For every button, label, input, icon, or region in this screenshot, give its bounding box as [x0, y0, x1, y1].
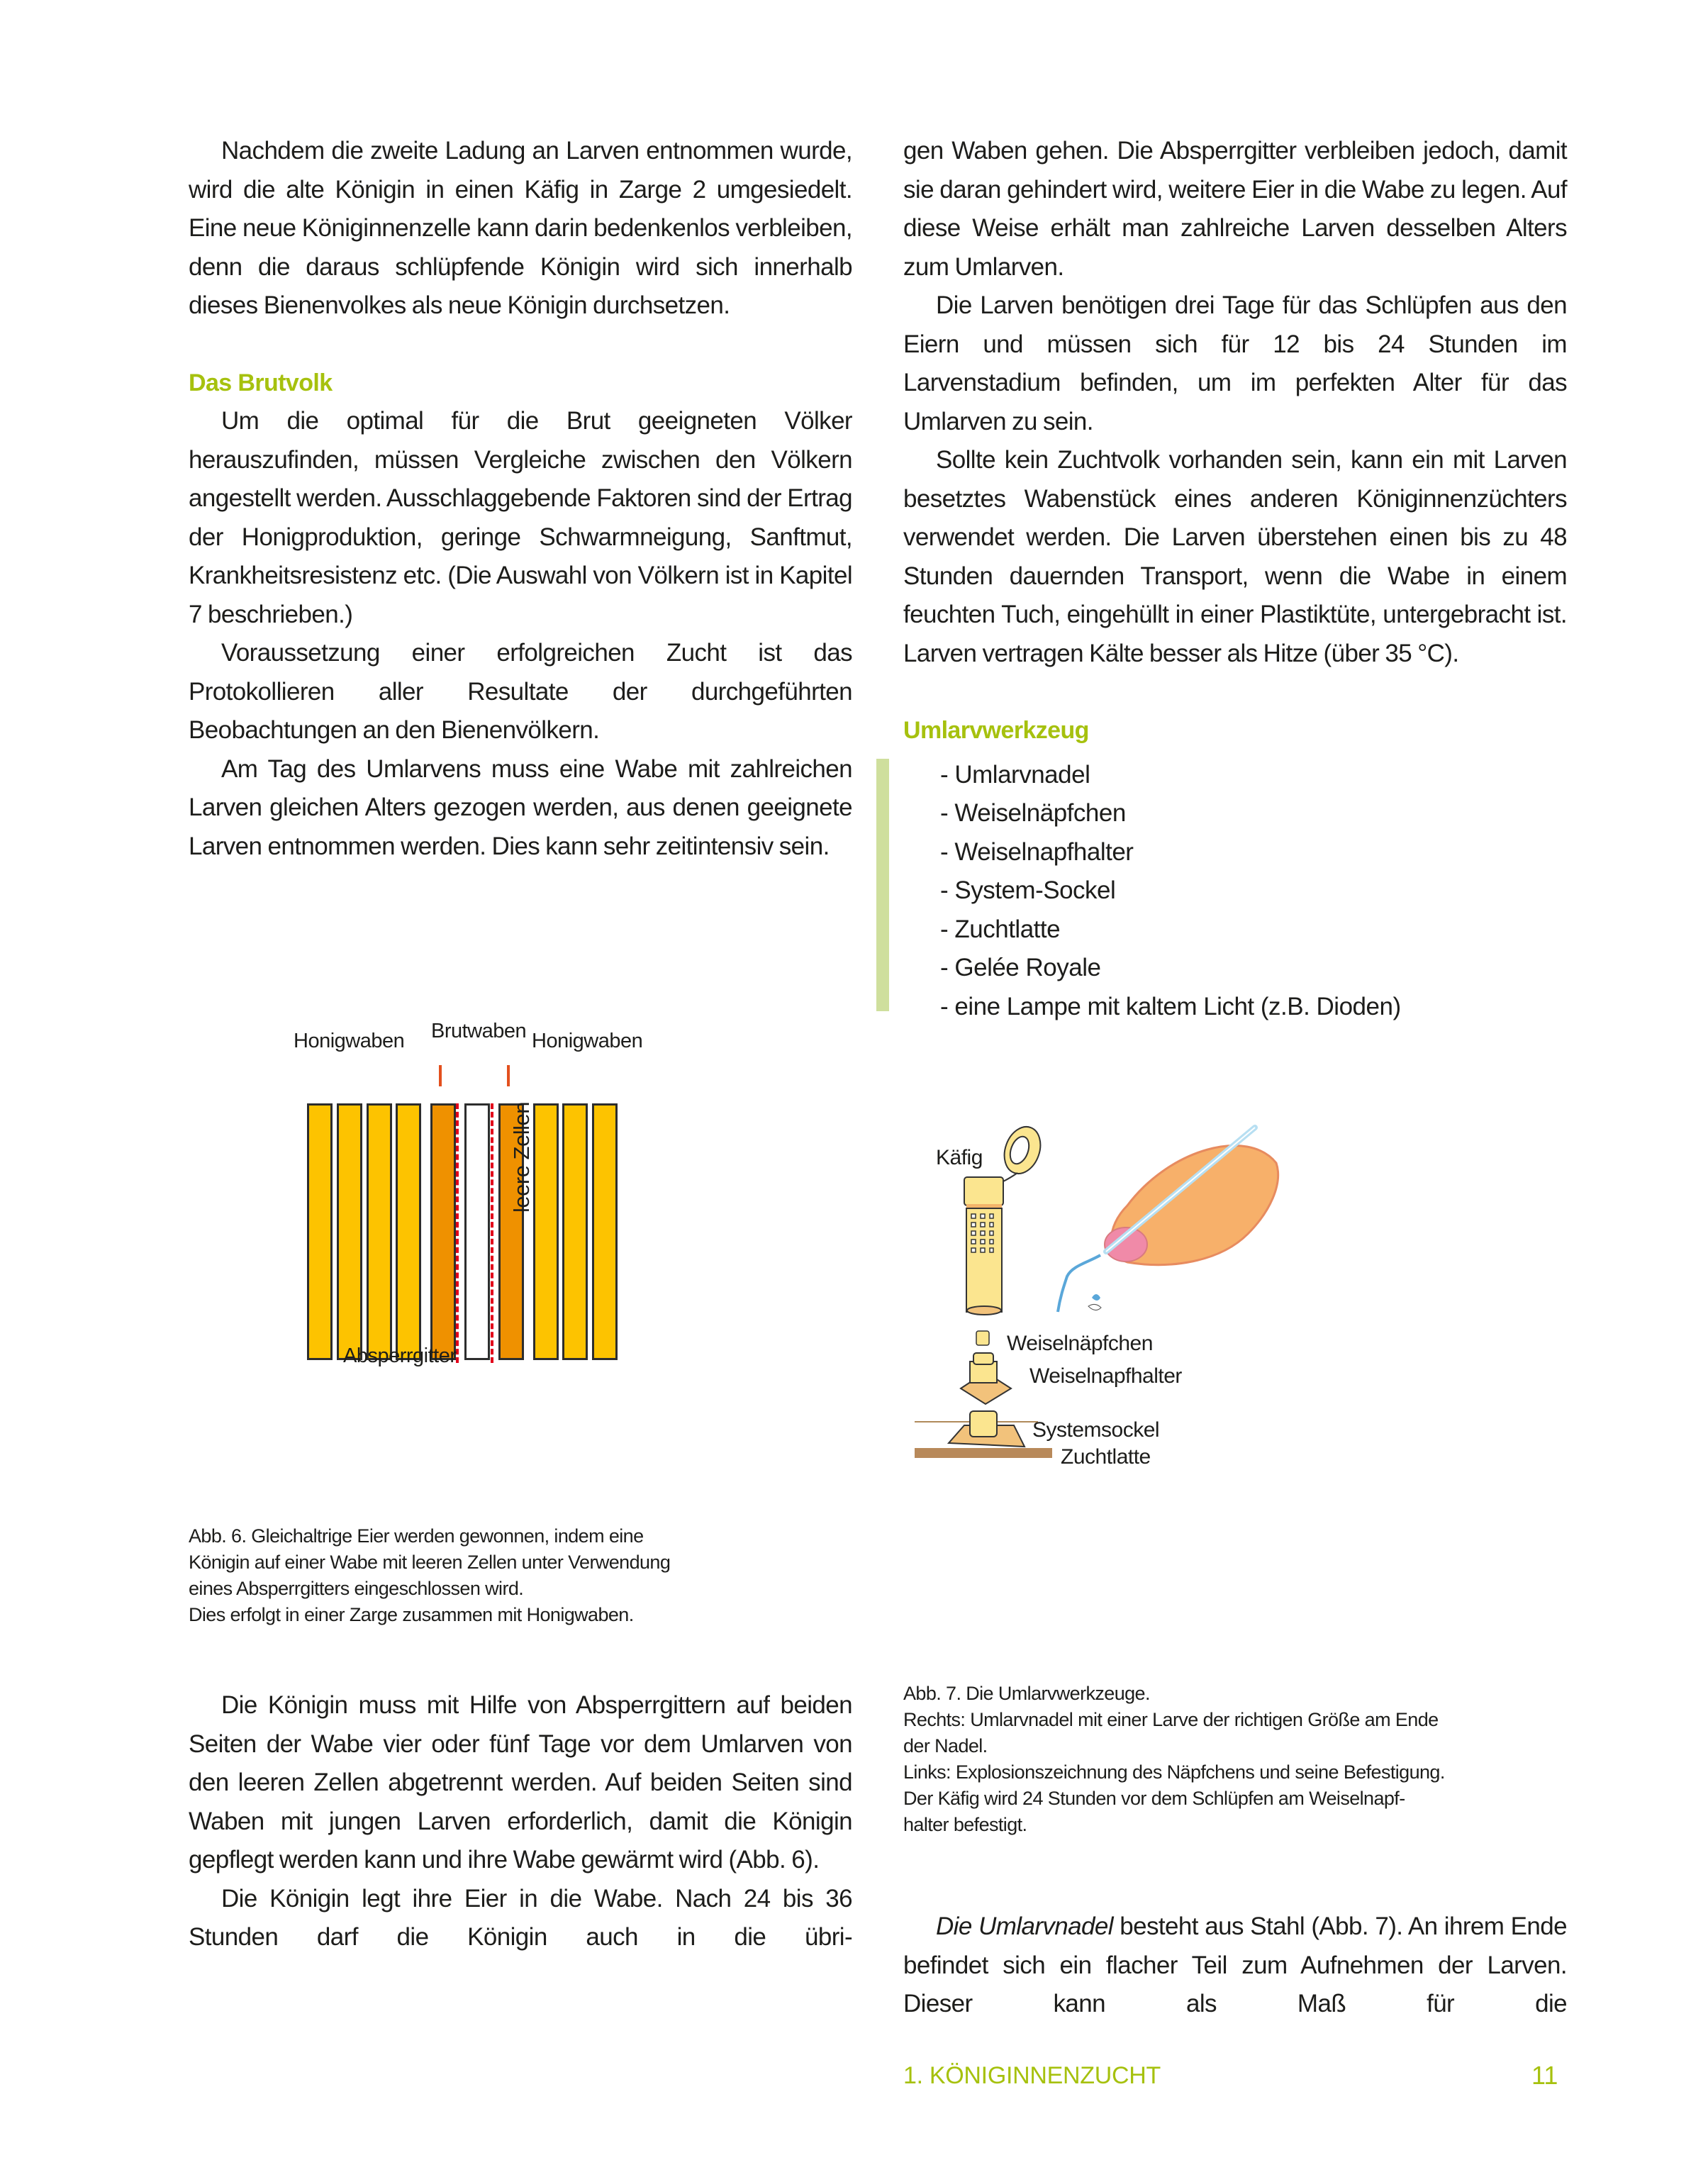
label-weiselnapfhalter: Weiselnapfhalter	[1029, 1364, 1182, 1388]
honey-comb	[367, 1103, 392, 1360]
figure-7-caption	[903, 1681, 1445, 1838]
list-item: - Umlarvnadel	[940, 760, 1090, 789]
list-item: - Weiselnäpfchen	[940, 799, 1126, 827]
grafting-tools-illustration	[915, 1120, 1553, 1674]
running-footer-chapter: 1. KÖNIGINNENZUCHT	[903, 2062, 1161, 2089]
honey-comb	[396, 1103, 421, 1360]
label-kaefig: Käfig	[936, 1146, 983, 1169]
right-column-lower	[903, 1908, 1567, 2024]
honey-comb	[533, 1103, 559, 1360]
caption-line: Links: Explosionszeichnung des Näpfchens und seine Befestigung.	[903, 1761, 1445, 1783]
figure-6-caption	[189, 1523, 670, 1628]
list-item: - Weiselnapfhalter	[940, 837, 1134, 866]
label-brutwaben: Brutwaben	[431, 1020, 527, 1042]
paragraph: Nachdem die zweite Ladung an Larven entnommen wurde, wird die alte Königin in einen Käfig in Zarge 2 umgesiedelt. Eine neue Königinnenzelle kann darin bedenkenlos verbleiben, denn die daraus schlüpfende Königin wird sich innerhalb dieses Bienenvolkes als neue Königin durchsetzen.	[189, 137, 852, 319]
label-zuchtlatte: Zuchtlatte	[1061, 1445, 1151, 1469]
empty-comb	[464, 1103, 490, 1360]
label-absperrgitter: Absperrgitter	[343, 1344, 457, 1367]
left-column-lower	[189, 1686, 852, 1957]
list-accent-bar	[876, 759, 889, 1011]
label-honigwaben-right: Honigwaben	[532, 1030, 643, 1052]
paragraph: Die Königin muss mit Hilfe von Absperrgittern auf beiden Seiten der Wabe vier oder fünf Tage vor dem Umlarven von den leeren Zellen abgetrennt werden. Auf beiden Seiten sind Waben mit jungen Larven erforderlich, damit die Königin gepflegt werden kann und ihre Wabe gewärmt wird (Abb. 6).	[189, 1691, 852, 1873]
caption-line: Abb. 6. Gleichaltrige Eier werden gewonnen, indem eine	[189, 1525, 644, 1547]
page-number: 11	[1531, 2061, 1558, 2090]
queen-excluder-line	[456, 1103, 459, 1363]
honey-comb	[592, 1103, 618, 1360]
label-systemsockel: Systemsockel	[1032, 1418, 1160, 1442]
list-item: - System-Sockel	[940, 876, 1116, 904]
paragraph: Sollte kein Zuchtvolk vorhanden sein, kann ein mit Larven besetztes Wabenstück eines anderen Königinnenzüchters verwendet werden. Die Larven überstehen einen bis zu 48 Stunden dauernden Transport, wenn die Wabe in einem feuchten Tuch, eingehüllt in einer Plastiktüte, untergebracht ist. Larven vertragen Kälte besser als Hitze (über 35 °C).	[903, 446, 1567, 667]
list-item: - eine Lampe mit kaltem Licht (z.B. Dioden)	[940, 992, 1401, 1020]
caption-line: Dies erfolgt in einer Zarge zusammen mit Honigwaben.	[189, 1604, 634, 1625]
list-item: - Gelée Royale	[940, 954, 1101, 981]
caption-line: halter befestigt.	[903, 1814, 1027, 1835]
honey-comb	[307, 1103, 333, 1360]
brood-comb	[430, 1103, 456, 1360]
honey-comb	[337, 1103, 362, 1360]
figure-7-grafting-tools	[915, 1120, 1553, 1674]
left-column	[189, 132, 852, 866]
caption-line: Abb. 7. Die Umlarvwerkzeuge.	[903, 1683, 1150, 1704]
section-heading-brutvolk: Das Brutvolk	[189, 369, 333, 396]
section-heading-umlarvwerkzeug: Umlarvwerkzeug	[903, 717, 1089, 744]
term-umlarvnadel: Die Umlarvnadel	[936, 1912, 1113, 1940]
paragraph: Die Larven benötigen drei Tage für das Schlüpfen aus den Eiern und müssen sich für 12 bis 24 Stunden im Larvenstadium befinden, um im perfekten Alter für das Umlarven zu sein.	[903, 291, 1567, 435]
right-column	[903, 132, 1567, 1026]
paragraph: Die Königin legt ihre Eier in die Wabe. Nach 24 bis 36 Stunden darf die Königin auch in die übri-	[189, 1884, 852, 1951]
tool-list	[903, 756, 1567, 1027]
caption-line: der Nadel.	[903, 1735, 988, 1756]
queen-excluder-line	[491, 1103, 493, 1363]
paragraph: Am Tag des Umlarvens muss eine Wabe mit zahlreichen Larven gleichen Alters gezogen werden, aus denen geeignete Larven entnommen werden. Dies kann sehr zeitintensiv sein.	[189, 755, 852, 860]
caption-line: eines Absperrgitters eingeschlossen wird.	[189, 1578, 524, 1599]
label-weiselnaepfchen: Weiselnäpfchen	[1007, 1332, 1153, 1355]
paragraph: Voraussetzung einer erfolgreichen Zucht ist das Protokollieren aller Resultate der durchgeführten Beobachtungen an den Bienenvölkern.	[189, 639, 852, 744]
caption-line: Rechts: Umlarvnadel mit einer Larve der richtigen Größe am Ende	[903, 1709, 1439, 1730]
paragraph-text: besteht aus Stahl (Abb. 7). An ihrem Ende befindet sich ein flacher Teil zum Aufnehmen der Larven. Dieser kann als Maß für die	[903, 1912, 1567, 2017]
brood-marker-left	[439, 1065, 442, 1086]
figure-6-comb-diagram	[284, 1021, 752, 1518]
label-honigwaben-left: Honigwaben	[294, 1030, 405, 1052]
list-item: - Zuchtlatte	[940, 915, 1061, 943]
paragraph: gen Waben gehen. Die Absperrgitter verbleiben jedoch, damit sie daran gehindert wird, weitere Eier in die Wabe zu legen. Auf diese Weise erhält man zahlreiche Larven desselben Alters zum Umlarven.	[903, 137, 1567, 281]
paragraph: Um die optimal für die Brut geeigneten Völker herauszufinden, müssen Vergleiche zwischen den Völkern angestellt werden. Ausschlaggebende Faktoren sind der Ertrag der Honigproduktion, geringe Schwarmneigung, Sanftmut, Krankheitsresistenz etc. (Die Auswahl von Völkern ist in Kapitel 7 beschrieben.)	[189, 407, 852, 628]
caption-line: Der Käfig wird 24 Stunden vor dem Schlüpfen am Weiselnapf-	[903, 1788, 1405, 1809]
honey-comb	[562, 1103, 588, 1360]
brood-marker-right	[507, 1065, 510, 1086]
label-leere-zellen: leere Zellen	[509, 1102, 534, 1213]
paragraph	[903, 1908, 1567, 2024]
caption-line: Königin auf einer Wabe mit leeren Zellen unter Verwendung	[189, 1552, 671, 1573]
